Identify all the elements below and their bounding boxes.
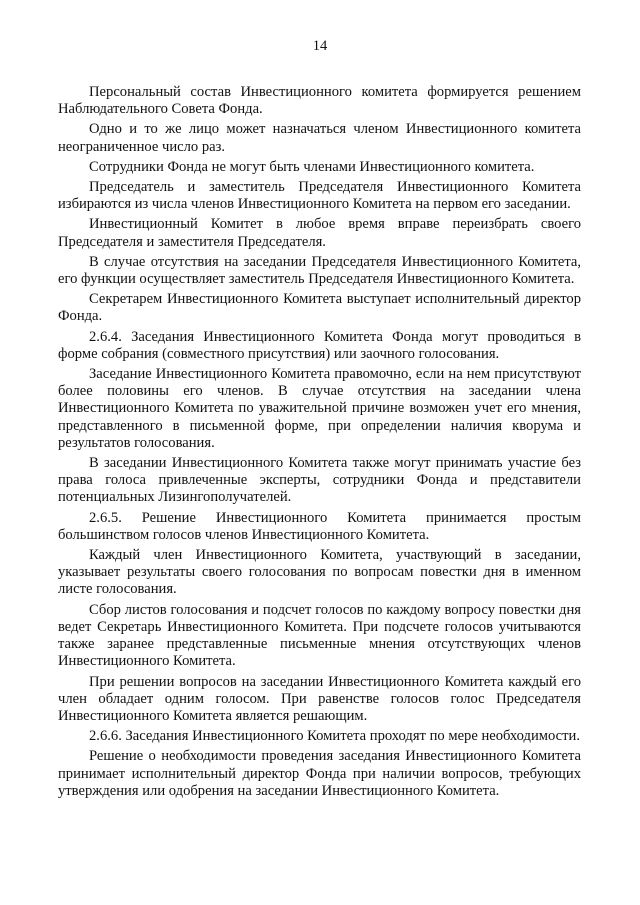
paragraph-voting-sheet: Каждый член Инвестиционного Комитета, участвующий в заседании, указывает результаты своего голосования по вопросам повестки дня в именном листе голосования.	[58, 547, 581, 598]
paragraph-staff-exclusion: Сотрудники Фонда не могут быть членами Инвестиционного комитета.	[89, 158, 535, 175]
paragraph-2-6-4-meeting-form: 2.6.4. Заседания Инвестиционного Комитета Фонда могут проводиться в форме собрания (совместного присутствия) или заочного голосования.	[58, 328, 581, 362]
paragraph-chair-absence: В случае отсутствия на заседании Председателя Инвестиционного Комитета, его функции осуществляет заместитель Председателя Инвестиционного Комитета.	[58, 253, 581, 288]
paragraph-quorum: Заседание Инвестиционного Комитета правомочно, если на нем присутствуют более половины его членов. В случае отсутствия на заседании члена Инвестиционного Комитета по уважительной причине возможен учет его мнения, представленного в письменной форме, при определении наличия кворума и результатов голосования.	[58, 366, 581, 451]
paragraph-tie-break: При решении вопросов на заседании Инвестиционного Комитета каждый его член обладает одним голосом. При равенстве голосов голос Председателя Инвестиционного Комитета является решающим.	[58, 673, 581, 724]
paragraph-2-6-6-meeting-frequency: 2.6.6. Заседания Инвестиционного Комитета проходят по мере необходимости.	[89, 728, 580, 745]
paragraph-chair-election: Председатель и заместитель Председателя Инвестиционного Комитета избираются из числа членов Инвестиционного Комитета на первом его заседании.	[58, 179, 581, 213]
document-body	[58, 84, 581, 803]
paragraph-participants: В заседании Инвестиционного Комитета также могут принимать участие без права голоса привлеченные эксперты, сотрудники Фонда и представители потенциальных Лизингополучателей.	[58, 455, 581, 506]
paragraph-2-6-5-decision: 2.6.5. Решение Инвестиционного Комитета принимается простым большинством голосов членов Инвестиционного Комитета.	[58, 509, 581, 543]
paragraph-vote-count: Сбор листов голосования и подсчет голосов по каждому вопросу повестки дня ведет Секретарь Инвестиционного Комитета. При подсчете голосов учитываются также заранее представленные письменные мнения отсутствующих членов Инвестиционного Комитета.	[58, 601, 581, 670]
paragraph-committee-composition: Персональный состав Инвестиционного комитета формируется решением Наблюдательного Совета Фонда.	[58, 84, 581, 118]
paragraph-meeting-initiation: Решение о необходимости проведения заседания Инвестиционного Комитета принимает исполнительный директор Фонда при наличии вопросов, требующих утверждения или одобрения на заседании Инвестиционного Комитета.	[58, 748, 581, 799]
page-number: 14	[312, 38, 328, 54]
paragraph-chair-reelection: Инвестиционный Комитет в любое время вправе переизбрать своего Председателя и заместителя Председателя.	[58, 216, 581, 250]
paragraph-secretary: Секретарем Инвестиционного Комитета выступает исполнительный директор Фонда.	[58, 291, 581, 325]
paragraph-reappointment: Одно и то же лицо может назначаться членом Инвестиционного комитета неограниченное число раз.	[58, 121, 581, 155]
